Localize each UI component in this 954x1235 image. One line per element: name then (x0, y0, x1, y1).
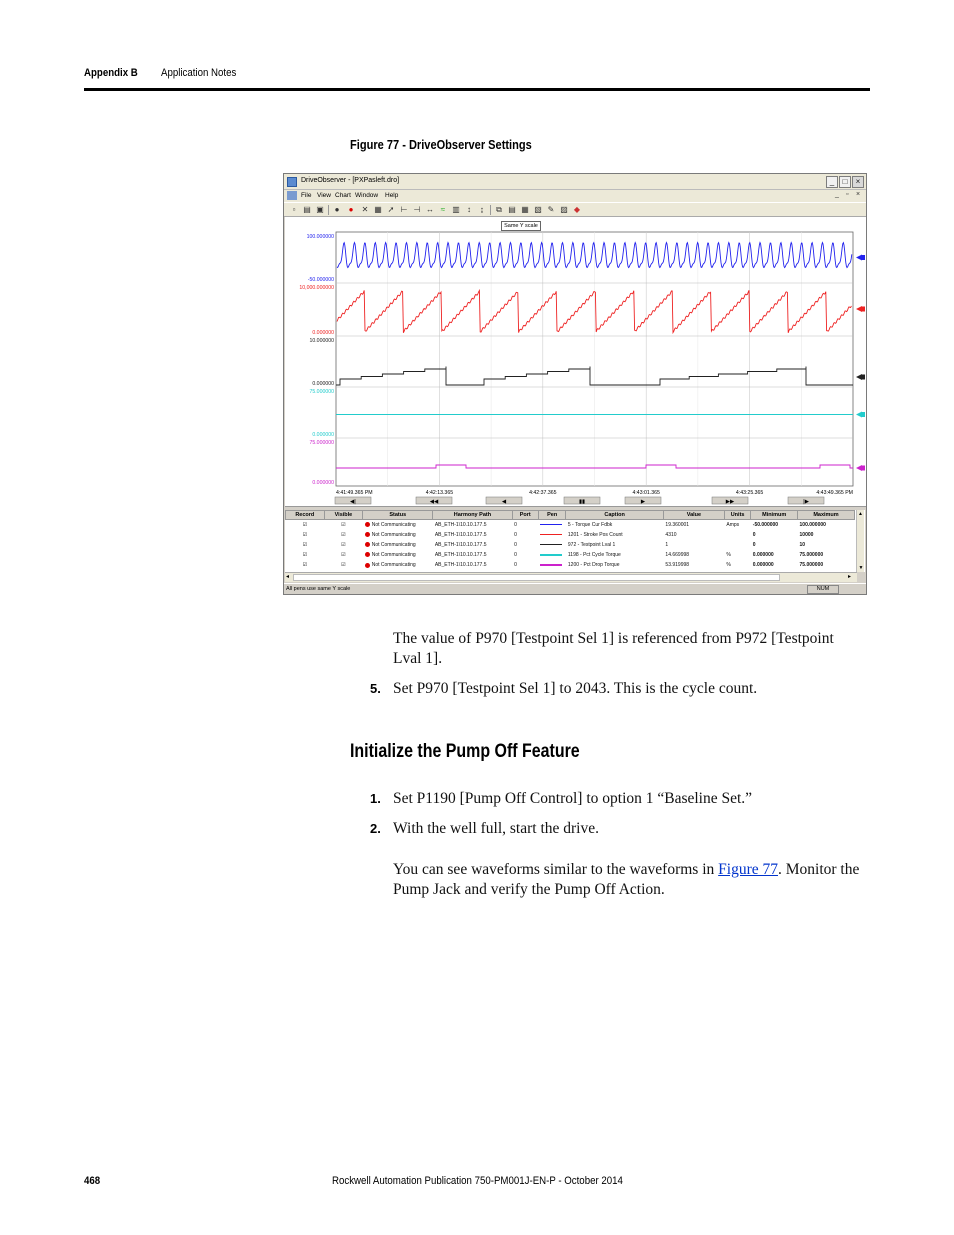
grid-header-maximum[interactable]: Maximum (798, 511, 855, 520)
scroll-right-icon[interactable]: ▸ (848, 574, 852, 580)
grid-vertical-scrollbar[interactable] (856, 510, 864, 572)
figure-77-link[interactable]: Figure 77 (718, 861, 778, 878)
scroll-nav-icon: ◀◀ (429, 499, 439, 505)
header-rule (84, 88, 870, 91)
window-title: DriveObserver - [PXPasleft.dro] (301, 177, 400, 184)
pen-marker-icon (856, 465, 862, 471)
grid-icon[interactable]: ▥ (452, 205, 460, 214)
pen-line-icon (540, 564, 562, 566)
pen-marker-tail (862, 255, 865, 260)
value-cell: 4310 (665, 531, 677, 538)
grid-header-value[interactable]: Value (663, 511, 724, 520)
pen-marker-tail (862, 375, 865, 380)
paragraph-testpoint: The value of P970 [Testpoint Sel 1] is referenced from P972 [Testpoint Lval 1]. (393, 630, 834, 667)
minimum-cell: -50.000000 (752, 521, 779, 528)
status-cell (363, 540, 433, 550)
pen-marker-icon (856, 306, 862, 312)
record-checkbox[interactable]: ☑ (302, 552, 308, 559)
harmony-path-cell: AB_ETH-1\10.10.177.5 (434, 541, 487, 548)
menu-window[interactable]: Window (355, 192, 379, 199)
pen-grid (285, 510, 865, 572)
save-icon[interactable]: ▣ (316, 205, 324, 214)
step-5-number: 5. (370, 681, 381, 696)
chart-icon[interactable]: ▤ (508, 205, 516, 214)
cursor2-icon[interactable]: ↨ (480, 205, 484, 214)
table-row[interactable] (286, 560, 855, 570)
x-tick-label: 4:43:49.365 PM (816, 490, 853, 496)
pen-marker-tail (862, 466, 865, 471)
x-tick-label: 4:41:49.365 PM (336, 490, 373, 496)
pen-line-icon (540, 544, 562, 546)
value-cell: 14.669998 (665, 552, 690, 559)
x-tick-label: 4:43:25.365 (735, 490, 764, 496)
grid-header-visible[interactable]: Visible (324, 511, 363, 520)
y-max-label: 100.000000 (306, 234, 334, 240)
grid-header-caption[interactable]: Caption (566, 511, 664, 520)
step-2-text: With the well full, start the drive. (393, 820, 599, 837)
export-icon[interactable]: ▧ (534, 205, 542, 214)
pen-cell (538, 550, 565, 560)
scroll-thumb[interactable] (293, 574, 780, 581)
y-min-label: 0.000000 (312, 480, 334, 486)
visible-checkbox[interactable]: ☑ (341, 562, 346, 569)
minimum-cell: 0.000000 (752, 562, 774, 569)
step-1-text: Set P1190 [Pump Off Control] to option 1 “Baseline Set.” (393, 790, 753, 807)
status-cell (363, 560, 433, 570)
port-cell: 0 (514, 531, 517, 538)
y-max-label: 10,000.000000 (299, 285, 334, 291)
status-text: Not Communicating (371, 521, 416, 528)
status-text: Not Communicating (371, 562, 416, 569)
header-section: Appendix B (84, 67, 138, 79)
settings-icon[interactable]: ▦ (374, 205, 382, 214)
table-row[interactable] (286, 520, 855, 530)
minimize-icon[interactable]: _ (826, 176, 838, 188)
y-max-label: 10.000000 (309, 338, 334, 344)
scroll-up-icon[interactable]: ▲ (858, 511, 863, 517)
scroll-down-icon[interactable]: ▼ (858, 565, 864, 571)
status-dot-icon (365, 563, 370, 568)
y-min-label: 0.000000 (312, 432, 334, 438)
table-row[interactable] (286, 530, 855, 540)
print-icon[interactable]: ▨ (560, 205, 568, 214)
port-cell: 0 (514, 541, 517, 548)
child-close-icon[interactable]: × (856, 191, 861, 198)
grid-header-units[interactable]: Units (724, 511, 750, 520)
value-cell: 53.919998 (665, 562, 690, 569)
toolbar-separator (328, 205, 329, 215)
value-cell: 1 (665, 541, 669, 548)
record-checkbox[interactable]: ☑ (302, 531, 308, 538)
caption-cell: 1200 - Pct Drop Torque (567, 562, 620, 569)
caption-cell: 1201 - Stroke Pos Count (567, 531, 623, 538)
chart-svg (285, 217, 866, 507)
stop-record-icon[interactable]: ● (348, 205, 354, 214)
scroll-nav-icon: |▶ (802, 499, 810, 505)
y-min-label: -50.000000 (307, 277, 334, 283)
status-dot-icon (365, 542, 370, 547)
page-number: 468 (84, 1175, 101, 1187)
minimum-cell: 0.000000 (752, 552, 774, 559)
grid-header-status[interactable]: Status (363, 511, 433, 520)
grid-header-record[interactable]: Record (286, 511, 325, 520)
toolbar-separator (490, 205, 491, 215)
table-row[interactable] (286, 550, 855, 560)
status-cell (363, 520, 433, 530)
caption-cell: 1198 - Pct Cycle Torque (567, 552, 621, 559)
step-5-text: Set P970 [Testpoint Sel 1] to 2043. This is the cycle count. (393, 680, 758, 697)
harmony-path-cell: AB_ETH-1\10.10.177.5 (434, 531, 487, 538)
scroll-nav-icon: ◀ (501, 499, 507, 505)
status-dot-icon (365, 552, 370, 557)
window-titlebar (284, 174, 866, 190)
menu-file[interactable]: File (301, 192, 312, 199)
pen-marker-tail (862, 412, 865, 417)
grid-header-minimum[interactable]: Minimum (751, 511, 798, 520)
menu-view[interactable]: View (317, 192, 331, 199)
figure-caption: Figure 77 - DriveObserver Settings (350, 137, 532, 152)
trace-icon[interactable]: ≈ (440, 205, 446, 214)
child-minimize-icon[interactable]: _ (835, 191, 839, 198)
paragraph-waveforms (393, 860, 869, 900)
maximize-icon[interactable]: □ (839, 176, 851, 188)
grid-header-harmony-path[interactable]: Harmony Path (433, 511, 512, 520)
status-text: Not Communicating (371, 531, 416, 538)
minimum-cell: 0 (752, 531, 756, 538)
edit-icon[interactable]: ✎ (547, 205, 555, 214)
pen-cell (538, 540, 565, 550)
menu-bar (284, 190, 866, 202)
pen-marker-icon (856, 255, 862, 261)
publication-info: Rockwell Automation Publication 750-PM001J-EN-P - October 2014 (332, 1175, 623, 1187)
pen-cell (538, 530, 565, 540)
status-dot-icon (365, 532, 370, 537)
toolbar (284, 202, 866, 217)
y-max-label: 75.000000 (309, 440, 334, 446)
zoom-icon[interactable]: ✕ (361, 205, 369, 214)
status-text: Not Communicating (371, 541, 416, 548)
y-max-label: 75.000000 (309, 389, 334, 395)
pen-line-icon (540, 534, 562, 536)
scroll-nav-icon: ◀| (349, 499, 357, 505)
scroll-nav-icon: ▶ (640, 499, 646, 505)
harmony-path-cell: AB_ETH-1\10.10.177.5 (434, 521, 487, 528)
grid-body (286, 520, 855, 571)
num-lock-indicator: NUM (807, 585, 839, 594)
pen-table (285, 510, 855, 570)
section-heading: Initialize the Pump Off Feature (350, 741, 580, 762)
record-icon[interactable]: ● (334, 205, 340, 214)
x-tick-label: 4:42:37.365 (529, 490, 557, 496)
align-icon[interactable]: ⊣ (413, 205, 421, 214)
maximum-cell: 75.000000 (799, 562, 824, 569)
caption-cell: 972 - Testpoint Lval 1 (567, 541, 616, 548)
record-checkbox[interactable]: ☑ (302, 521, 308, 528)
menu-chart[interactable]: Chart (335, 192, 351, 199)
pointer-icon[interactable]: ➚ (387, 205, 395, 214)
close-icon[interactable]: × (852, 176, 864, 188)
maximum-cell: 10000 (799, 531, 814, 538)
left-right-icon[interactable]: ↔ (426, 205, 434, 214)
y-min-label: 0.000000 (312, 381, 334, 387)
harmony-path-cell: AB_ETH-1\10.10.177.5 (434, 562, 487, 569)
status-text: All pens use same Y scale (286, 586, 351, 592)
new-icon[interactable]: ▫ (292, 205, 296, 214)
visible-checkbox[interactable]: ☑ (341, 541, 346, 548)
visible-checkbox[interactable]: ☑ (341, 521, 346, 528)
units-cell: % (726, 552, 731, 559)
waveforms-text-before: You can see waveforms similar to the waveforms in (393, 861, 719, 878)
scroll-nav-icon: ▮▮ (578, 499, 586, 505)
pen-cell (538, 520, 565, 530)
app-icon (287, 177, 297, 187)
value-cell: 19.360001 (665, 521, 690, 528)
status-text: Not Communicating (371, 552, 416, 559)
maximum-cell: 10 (799, 541, 806, 548)
units-cell (724, 530, 750, 540)
grid-header-port[interactable]: Port (512, 511, 538, 520)
table-icon[interactable]: ▦ (521, 205, 529, 214)
status-bar (284, 583, 866, 594)
grid-header-pen[interactable]: Pen (538, 511, 565, 520)
grid-horizontal-scrollbar[interactable] (285, 572, 857, 582)
step-1-number: 1. (370, 791, 381, 806)
menu-help[interactable]: Help (385, 192, 399, 199)
harmony-path-cell: AB_ETH-1\10.10.177.5 (434, 552, 487, 559)
waveforms-text-after: . Monitor the Pump Jack and verify the Pump Off Action. (393, 861, 860, 898)
x-tick-label: 4:43:01.365 (632, 490, 660, 496)
grid-header-row (286, 511, 855, 520)
child-restore-icon[interactable]: ▫ (846, 191, 849, 198)
scroll-nav-icon: ▶▶ (725, 499, 735, 505)
pen-marker-tail (862, 307, 865, 312)
cursor-icon[interactable]: ↕ (467, 205, 471, 214)
record-checkbox[interactable]: ☑ (302, 562, 308, 569)
pen-marker-icon (856, 412, 862, 418)
same-y-scale-button[interactable]: Same Y scale (501, 221, 541, 231)
scroll-left-icon[interactable]: ◂ (286, 574, 290, 580)
pen-marker-icon (856, 374, 862, 380)
visible-checkbox[interactable]: ☑ (341, 531, 346, 538)
step-2-number: 2. (370, 821, 381, 836)
record-checkbox[interactable]: ☑ (302, 541, 308, 548)
status-cell (363, 550, 433, 560)
port-cell: 0 (514, 521, 517, 528)
driveobserver-window (283, 173, 867, 595)
units-cell: % (726, 562, 731, 569)
caption-cell: 5 - Torque Cur Fdbk (567, 521, 613, 528)
scale-icon[interactable]: ⊢ (400, 205, 408, 214)
visible-checkbox[interactable]: ☑ (341, 552, 346, 559)
port-cell: 0 (514, 562, 517, 569)
pen-cell (538, 560, 565, 570)
port-cell: 0 (514, 552, 517, 559)
maximum-cell: 75.000000 (799, 552, 824, 559)
units-cell (724, 540, 750, 550)
table-row[interactable] (286, 540, 855, 550)
copy-icon[interactable]: ⧉ (496, 205, 502, 214)
units-cell: Amps (726, 521, 740, 528)
x-tick-label: 4:42:13.365 (425, 490, 454, 496)
header-title: Application Notes (161, 67, 237, 79)
pen-line-icon (540, 554, 562, 556)
pen-line-icon (540, 524, 562, 526)
tools-icon[interactable]: ◆ (573, 205, 581, 214)
status-cell (363, 530, 433, 540)
document-icon (287, 191, 297, 200)
open-icon[interactable]: ▤ (303, 205, 311, 214)
y-min-label: 0.000000 (312, 330, 334, 336)
status-dot-icon (365, 522, 370, 527)
minimum-cell: 0 (752, 541, 756, 548)
maximum-cell: 100.000000 (799, 521, 826, 528)
trend-chart[interactable] (285, 217, 866, 507)
